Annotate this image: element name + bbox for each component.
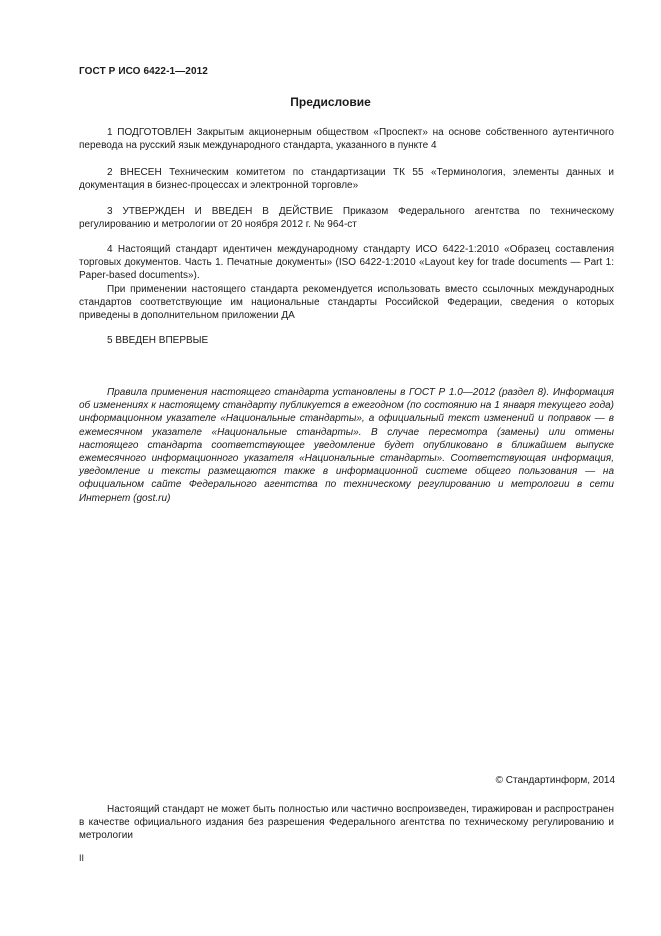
document-header: ГОСТ Р ИСО 6422-1—2012 [79, 66, 208, 77]
section-3 [79, 205, 614, 231]
copyright-line: © Стандартинформ, 2014 [495, 775, 615, 786]
section-4-text: 4 Настоящий стандарт идентичен международному стандарту ИСО 6422-1:2010 «Образец составления торговых документов. Часть 1. Печатные документы» (ISO 6422-1:2010 «Layout key for trade documents — Part 1: Paper-based documents»). [79, 244, 614, 282]
section-5-text: 5 ВВЕДЕН ВПЕРВЫЕ [107, 335, 209, 346]
section-5 [79, 334, 614, 347]
section-3-text: 3 УТВЕРЖДЕН И ВВЕДЕН В ДЕЙСТВИЕ Приказом Федерального агентства по техническому регулированию и метрологии от 20 ноября 2012 г. № 964-ст [79, 206, 614, 231]
rules-notice [79, 386, 614, 505]
reproduction-notice-text: Настоящий стандарт не может быть полностью или частично воспроизведен, тиражирован и распространен в качестве официального издания без разрешения Федерального агентства по техническому регулированию и метрологии [79, 804, 614, 842]
page-title: Предисловие [290, 95, 371, 109]
section-1-text: 1 ПОДГОТОВЛЕН Закрытым акционерным обществом «Проспект» на основе собственного аутентичного перевода на русский язык международного стандарта, указанного в пункте 4 [79, 127, 614, 152]
section-1 [79, 126, 614, 152]
page-number: II [79, 853, 85, 863]
section-4-note: При применении настоящего стандарта рекомендуется использовать вместо ссылочных международных стандартов соответствующие им национальные стандарты Российской Федерации, сведения о которых приведены в дополнительном приложении ДА [79, 283, 614, 322]
reproduction-notice [79, 803, 614, 843]
section-4 [79, 243, 614, 322]
section-2 [79, 166, 614, 192]
rules-notice-text: Правила применения настоящего стандарта установлены в ГОСТ Р 1.0—2012 (раздел 8). Информация об изменениях к настоящему стандарту публикуется в ежегодном (по состоянию на 1 января текущего года) информационном указателе «Национальные стандарты», а официальный текст изменений и поправок — в ежемесячном указателе «Национальные стандарты». В случае пересмотра (замены) или отмены настоящего стандарта соответствующее уведомление будет опубликовано в ближайшем выпуске ежемесячного информационного указателя «Национальные стандарты». Соответствующая информация, уведомление и тексты размещаются также в информационной системе общего пользования — на официальном сайте Федерального агентства по техническому регулированию и метрологии в сети Интернет (gost.ru) [79, 387, 614, 504]
section-2-text: 2 ВНЕСЕН Техническим комитетом по стандартизации ТК 55 «Терминология, элементы данных и документация в бизнес-процессах и электронной торговле» [79, 167, 614, 192]
